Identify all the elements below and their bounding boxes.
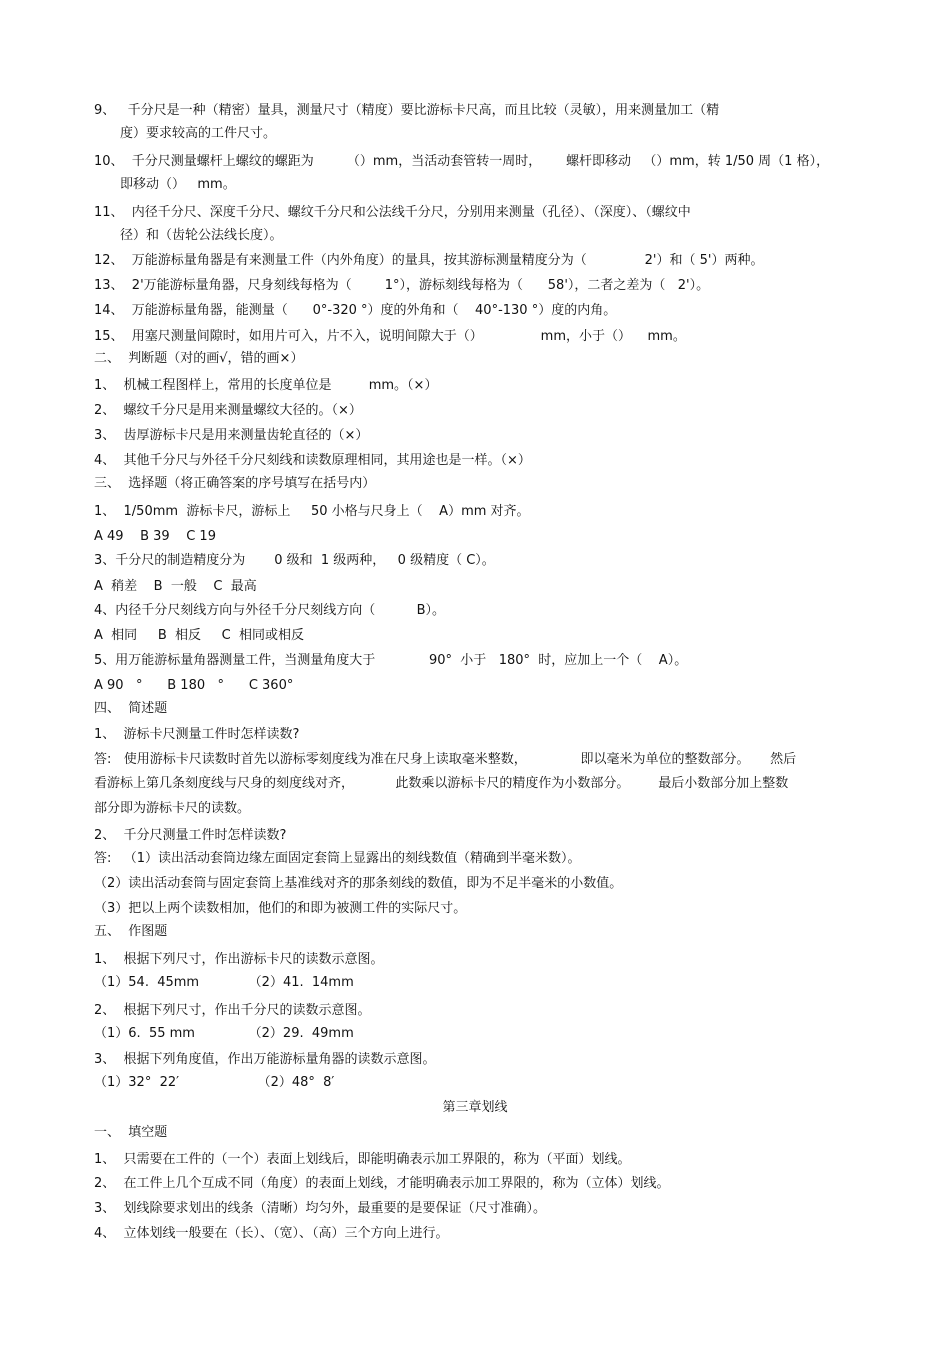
short-answer-1-line2: 看游标上第几条刻度线与尺身的刻度线对齐， 此数乘以游标卡尺的精度作为小数部分。 最后小数部分加上整数 [94,776,789,791]
fill-2: 2、 在工件上几个互成不同（角度）的表面上划线，才能明确表示加工界限的，称为（立体）划线。 [94,1176,670,1191]
drawing-2: 2、 根据下列尺寸，作出千分尺的读数示意图。 [94,1003,371,1018]
section-judgment-heading: 二、 判断题（对的画√，错的画×） [94,351,304,366]
q10-line1: 10、 千分尺测量螺杆上螺纹的螺距为 （）mm，当活动套管转一周时， 螺杆即移动 （）mm，转 1/50 周（1 格）， [94,154,830,169]
choice-5: 5、用万能游标量角器测量工件，当测量角度大于 90° 小于 180° 时，应加上一个（ A）。 [94,653,688,668]
drawing-3: 3、 根据下列角度值，作出万能游标量角器的读数示意图。 [94,1052,436,1067]
drawing-1: 1、 根据下列尺寸，作出游标卡尺的读数示意图。 [94,952,384,967]
q13-line: 13、 2'万能游标量角器，尺身刻线每格为（ 1°），游标刻线每格为（ 58'），二者之差为（ 2'）。 [94,278,710,293]
drawing-3-values: （1）32° 22′ （2）48° 8′ [94,1075,335,1090]
q15-line: 15、 用塞尺测量间隙时，如用片可入，片不入，说明间隙大于（） mm，小于（） mm。 [94,329,686,344]
q10-line2: 即移动（） mm。 [120,177,236,192]
choice-1-options: A 49 B 39 C 19 [94,529,216,544]
choice-1: 1、 1/50mm 游标卡尺，游标上 50 小格与尺身上（ A）mm 对齐。 [94,504,530,519]
q11-line1: 11、 内径千分尺、深度千分尺、螺纹千分尺和公法线千分尺，分别用来测量（孔径）、（深度）、（螺纹中 [94,205,691,220]
short-answer-2-line3: （3）把以上两个读数相加，他们的和即为被测工件的实际尺寸。 [94,901,467,916]
choice-4-options: A 相同 B 相反 C 相同或相反 [94,628,305,643]
q9-line1: 9、 千分尺是一种（精密）量具，测量尺寸（精度）要比游标卡尺高，而且比较（灵敏），用来测量加工（精 [94,103,720,118]
choice-5-options: A 90 ° B 180 ° C 360° [94,678,294,693]
short-answer-1-line1: 答: 使用游标卡尺读数时首先以游标零刻度线为准在尺身上读取毫米整数， 即以毫米为单位的整数部分。 然后 [94,752,797,767]
q11-line2: 径）和（齿轮公法线长度）。 [120,228,283,243]
short-answer-1-question: 1、 游标卡尺测量工件时怎样读数? [94,727,300,742]
judgment-2: 2、 螺纹千分尺是用来测量螺纹大径的。（×） [94,403,362,418]
fill-4: 4、 立体划线一般要在（长）、（宽）、（高）三个方向上进行。 [94,1226,449,1241]
q12-line: 12、 万能游标量角器是有来测量工件（内外角度）的量具，按其游标测量精度分为（ 2'）和（ 5'）两种。 [94,253,764,268]
fill-1: 1、 只需要在工件的（一个）表面上划线后，即能明确表示加工界限的，称为（平面）划线。 [94,1152,631,1167]
q9-line2: 度）要求较高的工件尺寸。 [120,126,277,141]
drawing-1-values: （1）54. 45mm （2）41. 14mm [94,975,354,990]
section-short-answer-heading: 四、 简述题 [94,701,168,716]
choice-4: 4、内径千分尺刻线方向与外径千分尺刻线方向（ B）。 [94,603,446,618]
choice-3-options: A 稍差 B 一般 C 最高 [94,579,257,594]
short-answer-2-question: 2、 千分尺测量工件时怎样读数? [94,828,287,843]
q14-line: 14、 万能游标量角器，能测量（ 0°-320 °）度的外角和（ 40°-130 °）度的内角。 [94,303,617,318]
section-fill-heading: 一、 填空题 [94,1125,168,1140]
judgment-1: 1、 机械工程图样上，常用的长度单位是 mm。（×） [94,378,438,393]
drawing-2-values: （1）6. 55 mm （2）29. 49mm [94,1026,354,1041]
short-answer-2-line2: （2）读出活动套筒与固定套筒上基准线对齐的那条刻线的数值，即为不足半毫米的小数值。 [94,876,623,891]
section-choice-heading: 三、 选择题（将正确答案的序号填写在括号内） [94,476,376,491]
judgment-4: 4、 其他千分尺与外径千分尺刻线和读数原理相同，其用途也是一样。（×） [94,453,531,468]
short-answer-1-line3: 部分即为游标卡尺的读数。 [94,801,251,816]
short-answer-2-line1: 答: （1）读出活动套筒边缘左面固定套筒上显露出的刻线数值（精确到半毫米数）。 [94,851,581,866]
section-drawing-heading: 五、 作图题 [94,924,168,939]
fill-3: 3、 划线除要求划出的线条（清晰）均匀外，最重要的是要保证（尺寸准确）。 [94,1201,547,1216]
chapter-title: 第三章划线 [442,1100,508,1115]
judgment-3: 3、 齿厚游标卡尺是用来测量齿轮直径的（×） [94,428,369,443]
choice-3: 3、千分尺的制造精度分为 0 级和 1 级两种， 0 级精度（ C）。 [94,553,495,568]
